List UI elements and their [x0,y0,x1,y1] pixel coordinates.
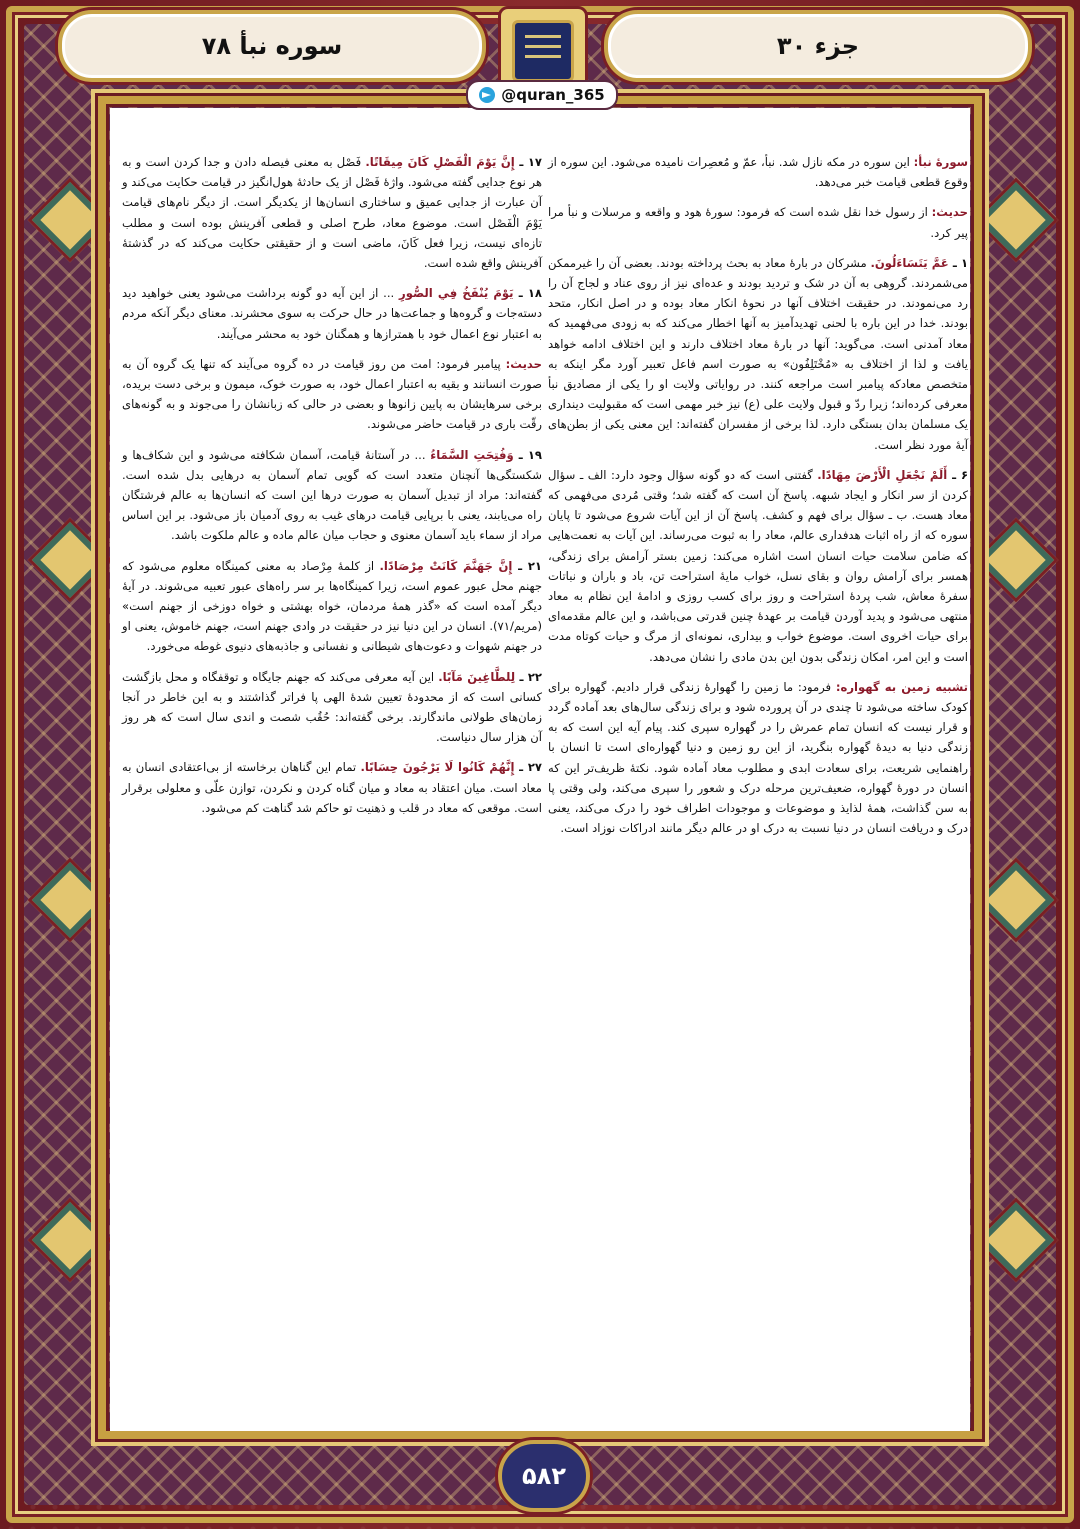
commentary-paragraph [122,283,542,344]
paragraph-text: فَصْل به معنی فیصله دادن و جدا کردن است و به هر نوع جدایی گفته می‌شود. واژهٔ فَصْل از یک حادثهٔ هول‌انگیز در قیامت حکایت می‌کند و آن عبارت از جدایی عمیق و ساختاری انسان‌ها از یکدیگر است. از دیگر نام‌های قیامت يَوْمَ الْفَصْل است. موضوع معاد، طرح اصلی و قطعی آفرینش بوده است و مطلب تازه‌ای نیست، زیرا فعل كَانَ، ماضی است و از حقیقتی حکایت می‌کند که در گذشتهٔ آفرینش واقع شده است. [122,155,542,271]
verse-number: ۲۲ ـ [519,669,542,684]
left-column [122,152,542,828]
logo-icon [512,20,574,82]
paragraph-text: ... در آستانهٔ قیامت، آسمان شکافته می‌شود و این شکاف‌ها و شکستگی‌ها آنچنان متعدد است که گویی تمام آسمان به درهایی بدل شده است. گفته‌اند: مراد از تبدیل آسمان به صورت درها این است که انسان‌ها به عالم فرشتگان راه می‌یابند، یعنی با برپایی قیامت درهای غیب به روی آدمیان باز می‌شود. بر این اساس مراد از سماء باید آسمان معنوی و حجاب میان عالم ماده و عالم ملکوت باشد. [122,447,542,543]
paragraph-text: از رسول خدا نقل شده است که فرمود: سورهٔ هود و واقعه و مرسلات و نبأ مرا پیر کرد. [548,205,968,240]
page-number-text: ۵۸۲ [522,1462,566,1490]
commentary-paragraph [122,445,542,546]
verse-number: ۱۹ ـ [518,447,542,462]
verse-number: ۱۸ ـ [518,286,543,301]
juz-label: جزء ۳۰ [776,32,860,60]
verse-text: إِنَّهُمْ كَانُوا لَا يَرْجُونَ حِسَابًا. [360,760,520,775]
surah-label: سوره نبأ ۷۸ [201,32,343,60]
verse-text: وَفُتِحَتِ السَّمَاءُ [430,447,519,462]
telegram-icon [479,87,495,103]
paragraph-text: این سوره در مکه نازل شد. نبأ، عمّ و مُعصِرات نامیده می‌شود. این سوره از وقوع قطعی قیامت خبر می‌دهد. [548,155,968,190]
commentary-paragraph [122,152,542,273]
commentary-paragraph [548,202,968,242]
paragraph-text: تمام این گناهان برخاسته از بی‌اعتقادی انسان به معاد است. میان اعتقاد به معاد و میان گناه کردن و نکردن، توازن علّی و معلولی برقرار است. موقعی که معاد در قلب و ذهنیت تو حاکم شد گناهت کم می‌شود. [122,760,542,815]
verse-text: لِلطَّاغِينَ مَآبًا. [438,669,520,684]
paragraph-text: فرمود: ما زمین را گهوارهٔ زندگی قرار دادیم. گهواره برای کودک ساخته می‌شود تا چندی در آن پرورده شود و برای زندگی سال‌های بعد آماده گردد و قرار نیست که انسان تمام عمرش را در گهواره سپری کند. پیام آیه این است که به زندگی دنیا به دیدهٔ گهواره بنگرید، از این رو زمین و دنیا گهواره‌ای است تا انسان با راهنمایی شریعت، برای سعادت ابدی و مطلوب معاد آماده شود. نکتهٔ ظریف‌تر این که انسان در دورهٔ گهواره، ضعیف‌ترین مرحله درک و شعور را سپری می‌کند، ولی وقتی پا به سن گذاشت، همهٔ لذایذ و موضوعات و موجودات اطراف خود را درک می‌کند، یعنی درک و دریافت انسان در دنیا نسبت به درک او در عالم دیگر مانند ادراکات نوزاد است. [548,679,968,836]
handle-text: @quran_365 [501,86,605,104]
paragraph-text: مشرکان در بارهٔ معاد به بحث پرداخته بودند. بعضی آن را غیرممکن می‌شمردند. گروهی به آن در شک و تردید بودند و عده‌ای نیز از روی عناد و لجاج آن را رد می‌نمودند. در حقیقت اختلاف آنها در نحوهٔ انکار معاد بوده و در اصل انکار، متحد بودند. خدا در این باره با لحنی تهدیدآمیز به آنها اخطار می‌کند که به زودی می‌فهمید که معاد آمدنی است. می‌گوید: آنها در بارهٔ معاد اختلاف دارند و این اختلاف ادامه خواهد یافت و لذا از اختلاف به «مُخْتَلِفُون» به صورت اسم فاعل تعبیر آورد مگر اینکه به متخصص معادکه پیامبر است مراجعه کنند. در روایاتی ولایت او را یکی از مصادیق نبأ معرفی کرده‌اند؛ زیرا ردّ و قبول ولایت علی (ع) نیز خبر مهمی است که مقبولیت دینداری یک مسلمان بدان بستگی دارد. لذا برخی از مفسران گفته‌اند: این معنی یکی از بطن‌های آیهٔ مورد نظر است. [548,255,968,452]
verse-number: ۱ ـ [952,255,969,270]
verse-text: عَمَّ يَتَسَاءَلُونَ. [870,255,953,270]
page-number [498,1440,590,1512]
commentary-paragraph [122,354,542,435]
verse-number: ۲۷ ـ [519,760,543,775]
telegram-handle[interactable] [466,80,618,110]
commentary-paragraph [548,465,968,667]
surah-cartouche [58,10,486,82]
section-tag: حدیث: [931,205,968,220]
right-column [548,152,968,849]
section-tag: حدیث: [505,356,542,371]
paragraph-text: گفتنی است که دو گونه سؤال وجود دارد: الف ـ سؤال کردن از سر انکار و ایجاد شبهه. پاسخ آن است که گفته شد؛ وقتی مُردی می‌فهمی که معاد هست. ب ـ سؤال برای فهم و کشف. پاسخ آن از این آیات شروع می‌شود تا پایان سوره که از راه اثبات هدفداری عالم، معاد را به ثبوت می‌رساند. این آیات به نعمت‌هایی که ضامن سلامت حیات انسان است اشاره می‌کند: زمین بستر آرامش برای زندگی، همسر برای آرامش روان و بقای نسل، خواب مایهٔ استراحت تن، باد و باران و نباتات سفرهٔ معاش، شب پردهٔ استراحت و روز برای کسب روزی و ادامهٔ این نظام به معاد منتهی می‌شود و پدید آوردن قیامت بر عهدهٔ چنین قدرتی می‌باشد، و این عالم مقدمه‌ای برای حیات اخروی است. موضوع خواب و بیداری، نمونه‌ای از مرگ و حیات کوتاه مدت است و این امر، امکان زندگی بدون این بدن مادی را نشان می‌دهد. [548,467,968,664]
commentary-paragraph [122,757,542,818]
paragraph-text: از کلمهٔ مِرْصاد به معنی کمینگاه معلوم می‌شود که جهنم محل عبور عموم است، زیرا کمینگاه‌ها بر سر راه‌های عبور تعبیه می‌شوند. در آیهٔ دیگر آمده است که «گذر همهٔ مردمان، خواه بهشتی و خواه دوزخی از جهنم است» (مریم/۷۱). انسان در این دنیا نیز در حقیقت در وادی جهنم است، جهنم خاموش، یعنی او در جهنم شهوات و دعوت‌های شیطانی و نفسانی و جاذبه‌های دنیوی غوطه می‌خورد. [122,558,542,654]
verse-text: إِنَّ يَوْمَ الْفَصْلِ كَانَ مِيقَاتًا. [365,155,520,169]
commentary-paragraph [548,152,968,192]
verse-number: ۲۱ ـ [518,558,542,573]
commentary-paragraph [122,556,542,657]
verse-number: ۶ ـ [952,467,969,482]
commentary-paragraph [122,667,542,748]
verse-number: ۱۷ ـ [519,155,543,169]
section-tag: سورهٔ نبأ: [913,155,968,169]
section-tag: تشبیه زمین به گهواره: [835,679,969,694]
commentary-paragraph [548,253,968,455]
verse-text: يَوْمَ يُنْفَخُ فِي الصُّورِ [399,286,519,301]
paragraph-text: ... از این آیه دو گونه برداشت می‌شود یعنی خواهید دید دسته‌جات و گروه‌ها و جماعت‌ها در حال حرکت به سوی محشرند. معنای دیگر آنکه مردم به اعتبار نوع اعمال خود با همترازها و همگنان خود به محشر می‌آیند. [122,286,542,341]
verse-text: إِنَّ جَهَنَّمَ كَانَتْ مِرْصَادًا. [379,558,519,573]
commentary-paragraph [548,677,968,839]
verse-text: أَلَمْ نَجْعَلِ الْأَرْضَ مِهَادًا. [817,467,953,482]
paragraph-text: این آیه معرفی می‌کند که جهنم جایگاه و توقفگاه و محل بازگشت کسانی است که از محدودهٔ تعیین شدهٔ الهی پا فراتر گذاشتند و به این خاطر در آنجا زمان‌های طولانی ماندگارند. برخی گفته‌اند: حُقُب شصت و اندی سال است که هر روز آن هزار سال دنیاست. [122,669,542,745]
paragraph-text: پیامبر فرمود: امت من روز قیامت در ده گروه می‌آیند که تنها یک گروه آن به صورت انسانند و بقیه به اعتبار اعمال خود، به صورت خوک، میمون و برخی دست بریده، برخی سرهایشان به پایین زانوها و بعضی در حالی که زبانشان را می‌جوند و به گونه‌های رقّت باری در قیامت حاضر می‌شوند. [122,356,542,432]
juz-cartouche [604,10,1032,82]
